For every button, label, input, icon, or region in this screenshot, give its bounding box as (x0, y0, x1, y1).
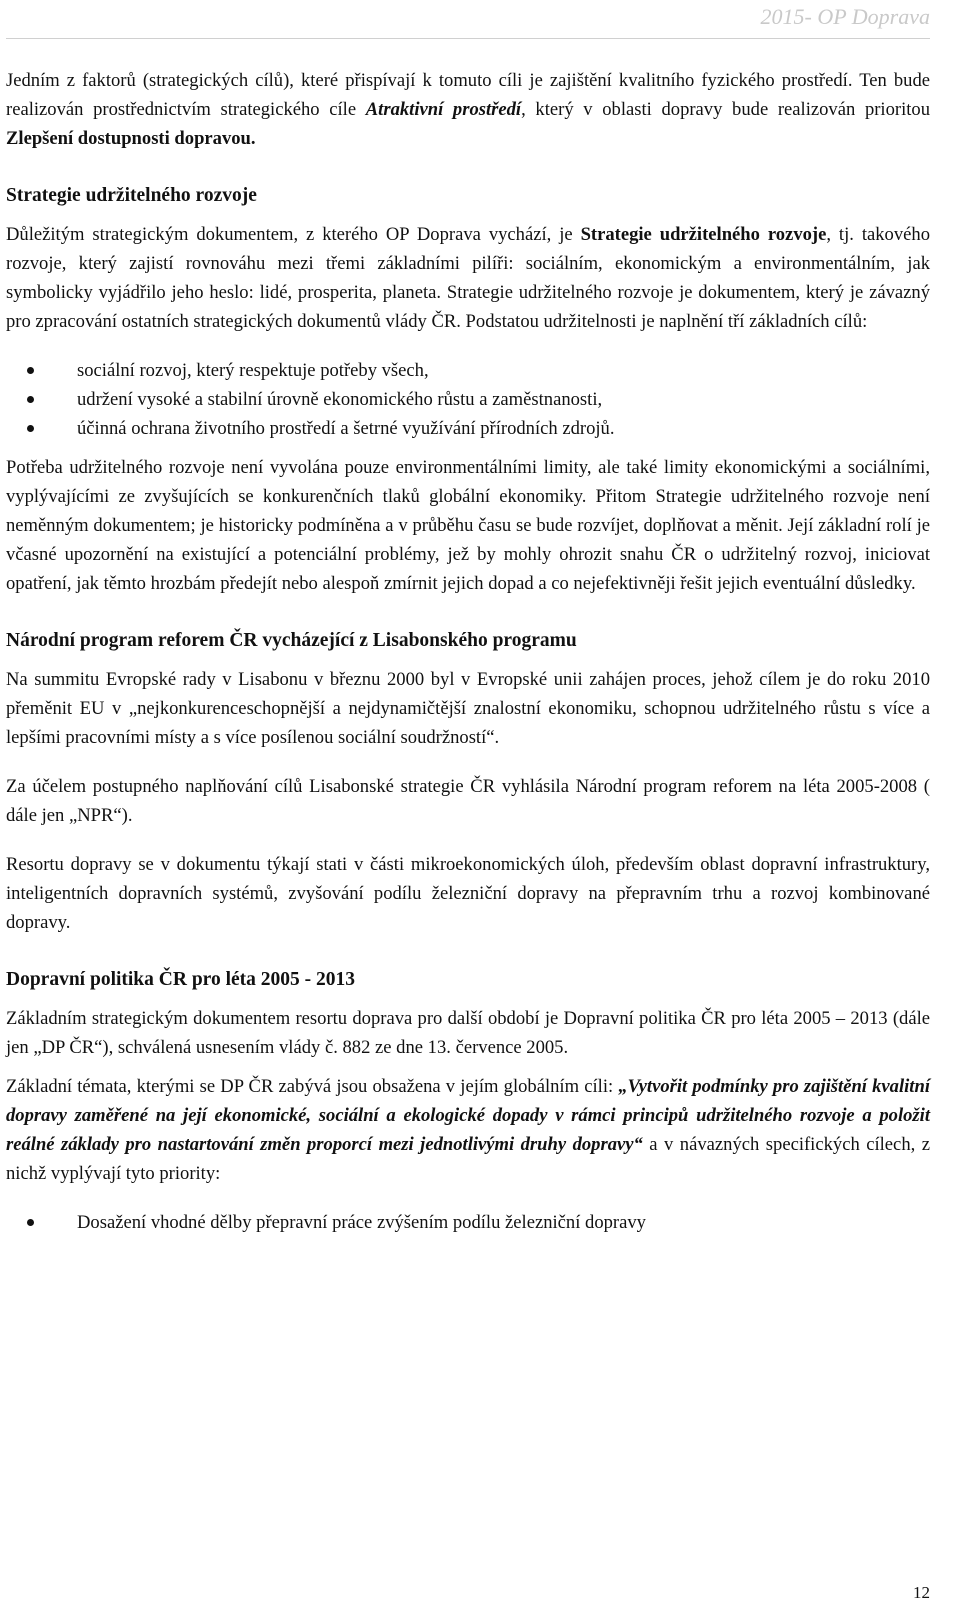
list-item: udržení vysoké a stabilní úrovně ekonomického růstu a zaměstnanosti, (6, 385, 930, 414)
list-item: sociální rozvoj, který respektuje potřeby všech, (6, 356, 930, 385)
sur-goals-list (6, 356, 930, 443)
bullet-icon (27, 367, 34, 374)
bullet-icon (27, 396, 34, 403)
section-heading-sur: Strategie udržitelného rozvoje (6, 185, 257, 206)
dp-priorities-list (6, 1208, 930, 1237)
bullet-icon (27, 1219, 34, 1226)
dp-paragraph-1: Základním strategickým dokumentem resortu doprava pro další období je Dopravní politika ČR pro léta 2005 – 2013 (dále jen „DP ČR“), schválená usnesením vlády č. 882 ze dne 13. července 2005. (6, 1008, 930, 1058)
npr-paragraph-1: Na summitu Evropské rady v Lisabonu v březnu 2000 byl v Evropské unii zahájen proces, jehož cílem je do roku 2010 přeměnit EU v „nejkonkurenceschopnější a nejdynamičtější znalostní ekonomiku, schopnou udržitelného růstu s více a lepšími pracovními místy a s více posílenou sociální soudržností“. (6, 669, 930, 748)
sur-paragraph-2: Potřeba udržitelného rozvoje není vyvolána pouze environmentálními limity, ale také limity ekonomickými a sociálními, vyplývajícími ze zvyšujících se konkurenčních tlaků globální ekonomiky. Přitom Strategie udržitelného rozvoje není neměnným dokumentem; je historicky podmíněna a v průběhu času se bude rozvíjet, doplňovat a měnit. Její základní rolí je včasné upozornění na existující a potenciální problémy, jež by mohly ohrozit snahu ČR o udržitelný rozvoj, iniciovat opatření, jak těmto hrozbám předejít nebo alespoň zmírnit jejich dopad a co nejefektivněji řešit jejich eventuální důsledky. (6, 457, 930, 594)
section-heading-dp: Dopravní politika ČR pro léta 2005 - 2013 (6, 969, 356, 990)
intro-paragraph: Jedním z faktorů (strategických cílů), které přispívají k tomuto cíli je zajištění kvalitního fyzického prostředí. Ten bude realizován prostřednictvím strategického cíle Atraktivní prostředí, který v oblasti dopravy bude realizován prioritou Zlepšení dostupnosti dopravou. (6, 70, 931, 149)
section-heading-npr: Národní program reforem ČR vycházející z Lisabonského programu (6, 630, 577, 651)
list-item: Dosažení vhodné dělby přepravní práce zvýšením podílu železniční dopravy (6, 1208, 930, 1237)
header-divider (6, 38, 930, 39)
page-number: 12 (913, 1583, 930, 1602)
document-body (6, 66, 930, 1237)
npr-paragraph-3: Resortu dopravy se v dokumentu týkají stati v části mikroekonomických úloh, především oblast dopravní infrastruktury, inteligentních dopravních systémů, zvyšování podílu železniční dopravy na přepravním trhu a rozvoj kombinované dopravy. (6, 854, 930, 933)
sur-paragraph-1: Důležitým strategickým dokumentem, z kterého OP Doprava vychází, je Strategie udržitelného rozvoje, tj. takového rozvoje, který zajistí rovnováhu mezi třemi základními pilíři: sociálním, ekonomickým a environmentálním, jak symbolicky vyjádřilo jeho heslo: lidé, prosperita, planeta. Strategie udržitelného rozvoje je dokumentem, který je závazný pro zpracování ostatních strategických dokumentů vlády ČR. Podstatou udržitelnosti je naplnění tří základních cílů: (6, 224, 930, 332)
bullet-icon (27, 425, 34, 432)
dp-paragraph-2: Základní témata, kterými se DP ČR zabývá jsou obsažena v jejím globálním cíli: „Vytvořit podmínky pro zajištění kvalitní dopravy zaměřené na její ekonomické, sociální a ekologické dopady v rámci principů udržitelného rozvoje a položit reálné základy pro nastartování změn proporcí mezi jednotlivými druhy dopravy“ a v návazných specifických cílech, z nichž vyplývají tyto priority: (6, 1076, 930, 1184)
list-item: účinná ochrana životního prostředí a šetrné využívání přírodních zdrojů. (6, 414, 930, 443)
npr-paragraph-2: Za účelem postupného naplňování cílů Lisabonské strategie ČR vyhlásila Národní program reforem na léta 2005-2008 ( dále jen „NPR“). (6, 776, 930, 826)
page-header: 2015- OP Doprava (760, 4, 930, 29)
